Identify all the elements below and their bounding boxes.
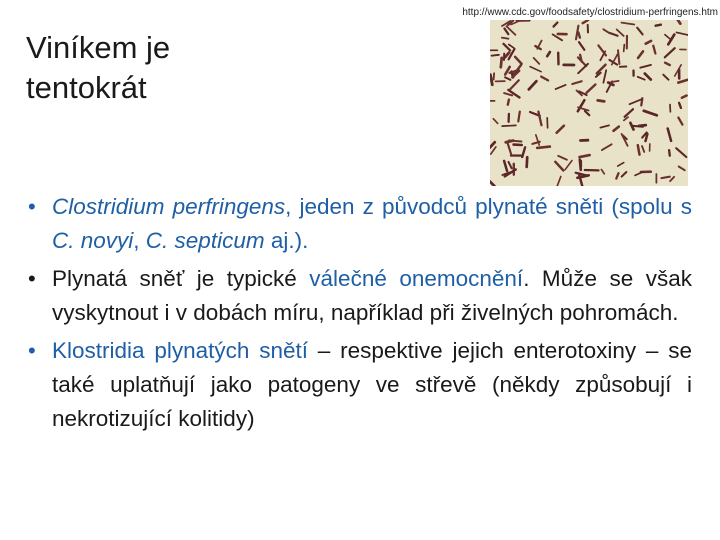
bacterium-rod	[492, 55, 499, 56]
bacterium-rod	[508, 100, 509, 105]
bacterium-rod	[490, 75, 492, 85]
bacterium-rod	[518, 112, 520, 122]
bacterium-rod	[501, 58, 502, 67]
bullet-3-highlight: Klostridia plynatých snětí	[52, 338, 308, 363]
bacterium-rod	[527, 157, 528, 167]
bacterium-rod	[506, 141, 513, 143]
bullet-marker: •	[28, 194, 36, 219]
bullet-item-3	[28, 334, 692, 436]
bullet-item-1	[28, 190, 692, 258]
bacterium-rod	[638, 145, 640, 154]
bullet-1-part-5: C. septicum	[145, 228, 265, 253]
bacterium-rod	[611, 81, 619, 82]
slide-title	[26, 28, 170, 108]
bacterium-rod	[624, 45, 625, 52]
bullet-item-2	[28, 262, 692, 330]
bullet-marker: •	[28, 266, 36, 291]
bacterium-rod	[618, 50, 619, 64]
bacterium-rod	[580, 55, 582, 62]
bullet-2-normal: Plynatá sněť je typické	[52, 266, 310, 291]
source-url: http://www.cdc.gov/foodsafety/clostridium-perfringens.htm	[462, 7, 718, 18]
bullet-list	[28, 190, 692, 440]
bullet-1-part-1: Clostridium perfringens	[52, 194, 286, 219]
bacterium-rod	[639, 125, 646, 126]
bacterium-rod	[578, 32, 580, 37]
title-line-2: tentokrát	[26, 70, 147, 105]
bacteria-micrograph-image	[490, 20, 688, 186]
bullet-2-highlight: válečné onemocnění	[309, 266, 524, 291]
bullet-3-rest: – respektive jejich enterotoxiny – se také uplatňují jako patogeny ve střevě (někdy způsobují i nekrotizující kolitidy)	[52, 338, 692, 431]
bacterium-rod	[661, 177, 669, 178]
bullet-1-part-2: , jeden z původců plynaté sněti (spolu s	[285, 194, 692, 219]
bacterium-rod	[494, 73, 495, 79]
bullet-1-part-3: C. novyi	[52, 228, 134, 253]
bacterium-rod	[537, 147, 550, 148]
bacterium-rod	[502, 38, 509, 39]
bacterium-rod	[656, 25, 661, 26]
bullet-2-rest: . Může se však vyskytnout i v dobách míru, například při živelných pohromách.	[52, 266, 692, 325]
bullet-1-part-6: aj.).	[264, 228, 309, 253]
bullet-1-part-4: ,	[133, 228, 146, 253]
bacterium-rod	[598, 100, 605, 101]
micrograph-background	[490, 20, 688, 186]
title-line-1: Viníkem je	[26, 30, 171, 65]
bacterium-rod	[502, 125, 516, 126]
bullet-marker: •	[28, 338, 36, 363]
bacterium-rod	[679, 103, 681, 108]
bacterium-rod	[669, 150, 670, 156]
